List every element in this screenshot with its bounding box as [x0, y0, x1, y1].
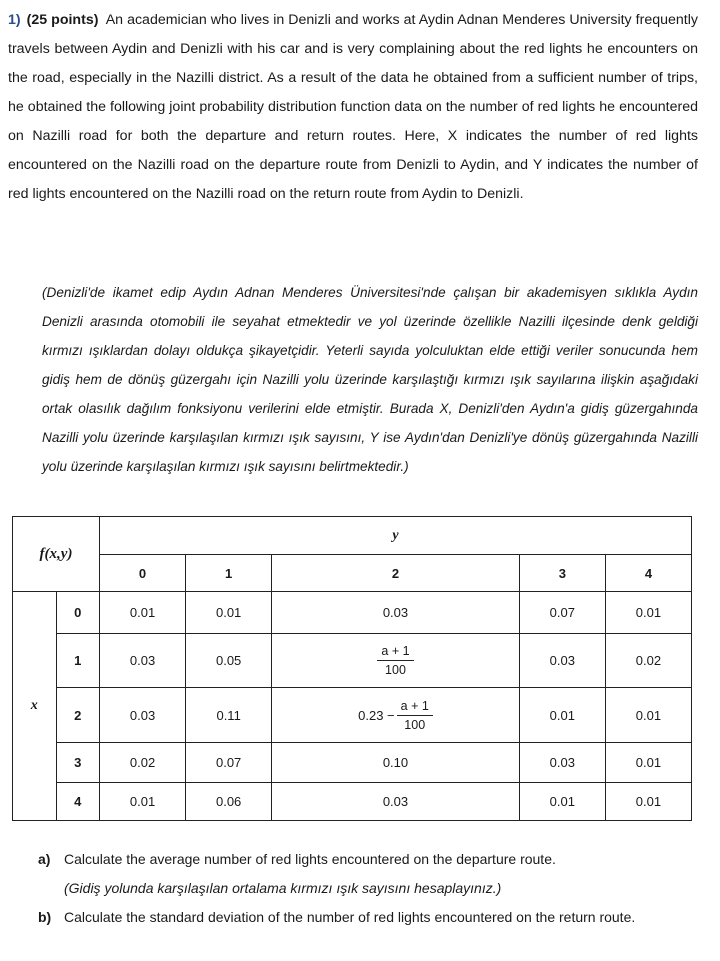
table-cell: 0.03 — [272, 592, 520, 634]
table-cell: 0.07 — [519, 592, 605, 634]
table-cell: 0.01 — [605, 783, 691, 821]
column-header: 2 — [272, 555, 520, 592]
table-cell: 0.06 — [186, 783, 272, 821]
table-cell: 0.01 — [186, 592, 272, 634]
row-header: 3 — [56, 743, 100, 783]
table-cell: 0.02 — [605, 634, 691, 688]
expression-prefix: 0.23 − — [358, 707, 395, 723]
fraction — [377, 644, 413, 677]
column-header: 0 — [100, 555, 186, 592]
row-header: 2 — [56, 688, 100, 743]
table-cell: 0.01 — [100, 783, 186, 821]
row-header: 4 — [56, 783, 100, 821]
table-row — [13, 592, 692, 634]
question-translation: (Denizli'de ikamet edip Aydın Adnan Menderes Üniversitesi'nde çalışan bir akademisyen sıklıkla Aydın Denizli arasında otomobili ile seyahat etmektedir ve yol üzerinde özellikle Nazilli ilçesinde denk geldiği kırmızı ışıklardan dolayı oldukça şikayetçidir. Yeterli sayıda yolculuktan elde ettiği veriler sonucunda hem gidiş hem de dönüş güzergahı için Nazilli yolu üzerinde karşılaştığı kırmızı ışık sayılarına ilişkin aşağıdaki ortak olasılık dağılım fonksiyonu verilerini elde etmiştir. Burada X, Denizli'den Aydın'a gidiş güzergahında Nazilli yolu üzerinde karşılaşılan kırmızı ışık sayısını, Y ise Aydın'dan Denizli'ye dönüş güzergahında Nazilli yolu üzerinde karşılaşılan kırmızı ışık sayısını belirtmektedir.) — [42, 285, 698, 474]
column-header: 1 — [186, 555, 272, 592]
sub-question-translation: (Gidiş yolunda karşılaşılan ortalama kırmızı ışık sayısını hesaplayınız.) — [64, 880, 502, 896]
table-cell: 0.03 — [100, 688, 186, 743]
row-header: 1 — [56, 634, 100, 688]
table-row — [13, 688, 692, 743]
fraction-cell — [272, 634, 520, 688]
fraction — [397, 699, 433, 732]
table-cell: 0.02 — [100, 743, 186, 783]
corner-label: f(x,y) — [13, 517, 100, 592]
y-variable-label: y — [100, 517, 692, 555]
question-text: An academician who lives in Denizli and works at Aydin Adnan Menderes University frequently travels between Aydin and Denizli with his car and is very complaining about the red lights he encounters on the road, especially in the Nazilli district. As a result of the data he obtained from a sufficient number of trips, he obtained the following joint probability distribution function data on the number of red lights he encountered on Nazilli road for both the departure and return routes. Here, X indicates the number of red lights encountered on the Nazilli road on the departure route from Denizli to Aydin, and Y indicates the number of red lights encountered on the Nazilli road on the return route from Aydin to Denizli. — [8, 12, 698, 202]
question-paragraph — [8, 6, 698, 209]
sub-question-a — [38, 845, 698, 903]
table-cell: 0.01 — [519, 688, 605, 743]
fraction-denominator: 100 — [404, 717, 426, 732]
fraction-numerator: a + 1 — [377, 644, 413, 661]
question-points: (25 points) — [26, 12, 99, 28]
table-row — [13, 743, 692, 783]
row-header: 0 — [56, 592, 100, 634]
table-cell: 0.01 — [605, 592, 691, 634]
table-cell: 0.01 — [100, 592, 186, 634]
table-row — [13, 634, 692, 688]
table-cell: 0.05 — [186, 634, 272, 688]
table-cell: 0.11 — [186, 688, 272, 743]
fraction-denominator: 100 — [385, 663, 406, 677]
sub-question-text: Calculate the average number of red lights encountered on the departure route. — [64, 851, 556, 867]
sub-question-label: a) — [38, 851, 51, 867]
table-cell: 0.03 — [272, 783, 520, 821]
sub-question-b — [38, 903, 698, 932]
table-row — [13, 783, 692, 821]
table-cell: 0.07 — [186, 743, 272, 783]
fraction-expression-cell — [272, 688, 520, 743]
table-cell: 0.01 — [605, 688, 691, 743]
column-header: 4 — [605, 555, 691, 592]
joint-distribution-table — [12, 516, 692, 821]
x-variable-label: x — [13, 592, 57, 821]
column-header: 3 — [519, 555, 605, 592]
question-number: 1) — [8, 12, 21, 28]
sub-question-body — [64, 845, 698, 903]
table-cell: 0.01 — [605, 743, 691, 783]
sub-questions — [38, 845, 698, 932]
table-cell: 0.03 — [519, 743, 605, 783]
sub-question-label: b) — [38, 909, 52, 925]
fraction-numerator: a + 1 — [397, 699, 433, 716]
table-cell: 0.01 — [519, 783, 605, 821]
table-cell: 0.10 — [272, 743, 520, 783]
fraction-expression — [358, 699, 433, 732]
table-cell: 0.03 — [100, 634, 186, 688]
table-cell: 0.03 — [519, 634, 605, 688]
sub-question-text: Calculate the standard deviation of the number of red lights encountered on the return route. — [64, 909, 636, 925]
